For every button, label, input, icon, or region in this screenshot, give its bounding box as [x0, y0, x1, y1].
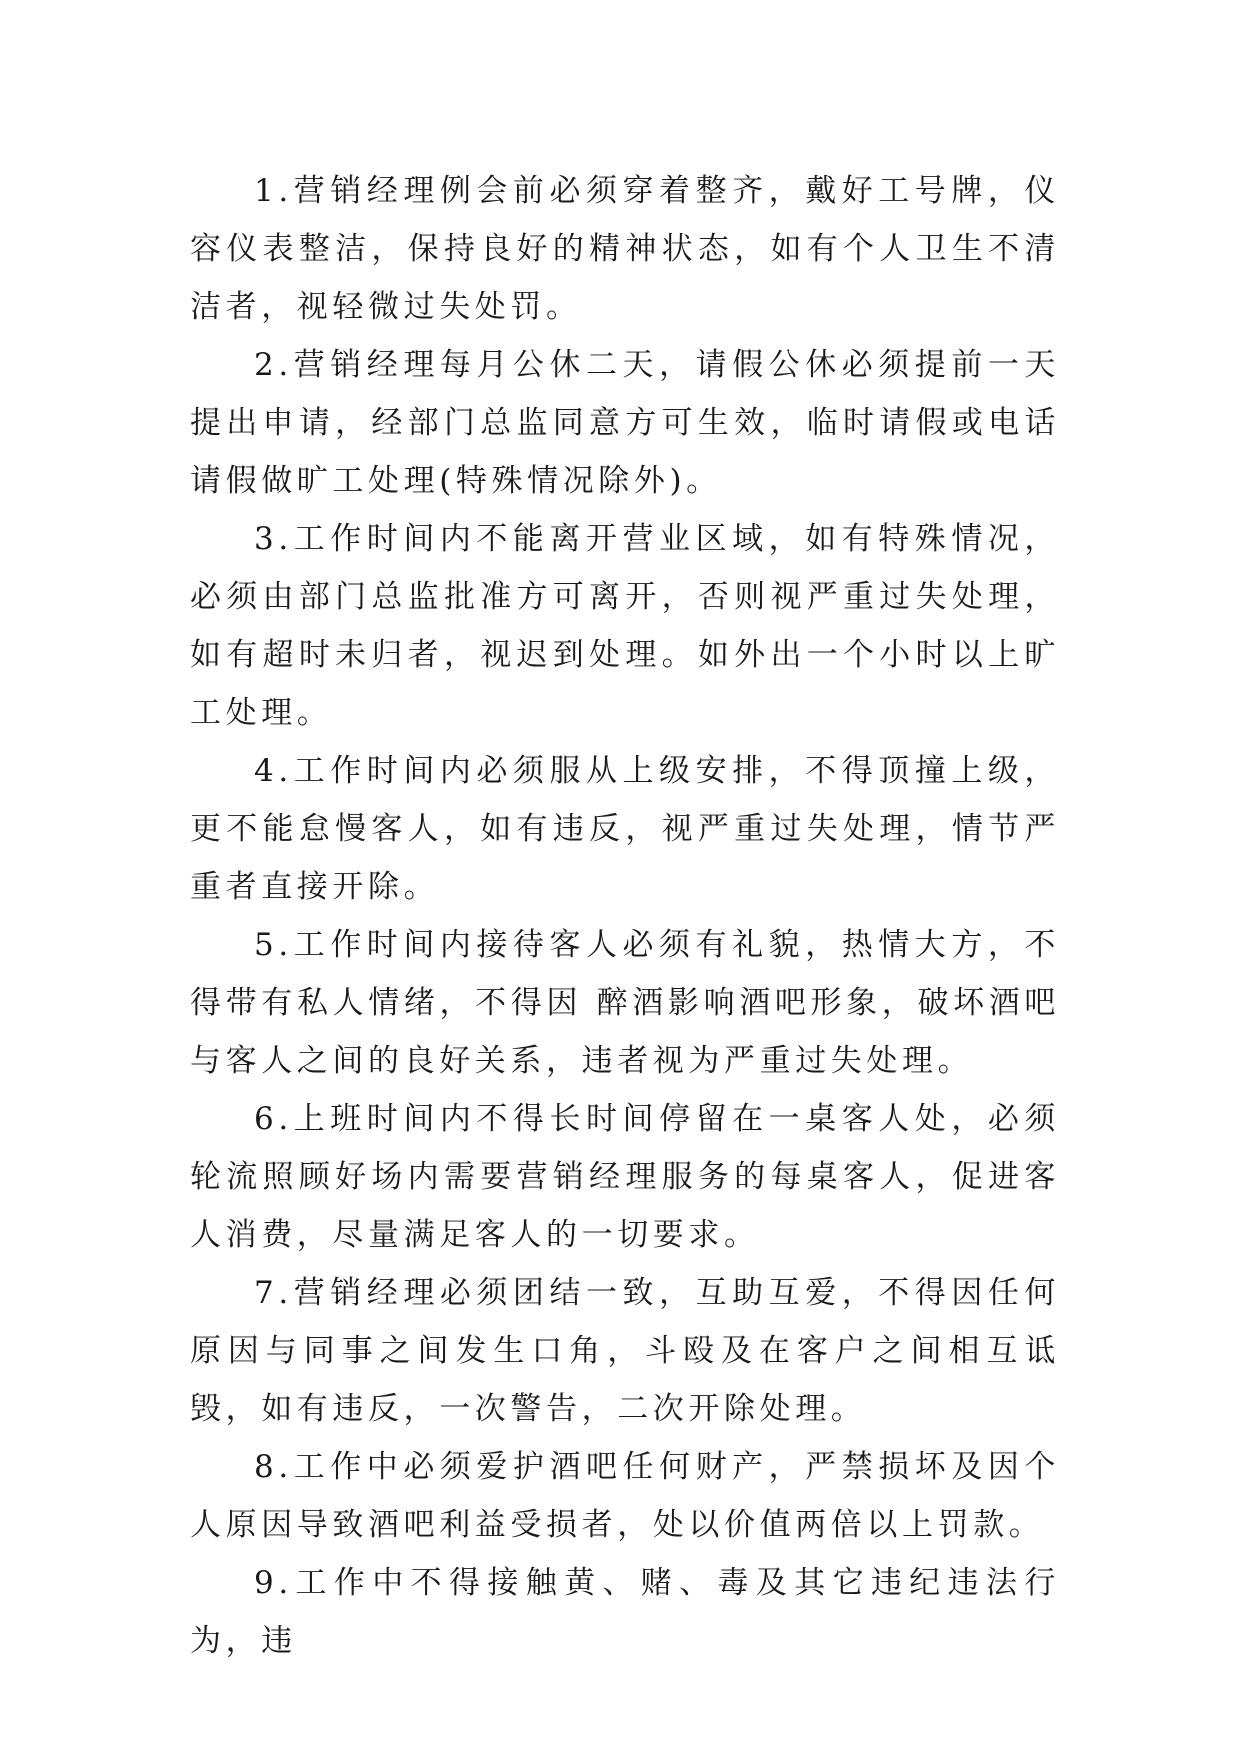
paragraph-6: 6.上班时间内不得长时间停留在一桌客人处，必须轮流照顾好场内需要营销经理服务的每桌客人，促进客人消费，尽量满足客人的一切要求。 — [190, 1101, 1060, 1253]
paragraph-7: 7.营销经理必须团结一致，互助互爱，不得因任何原因与同事之间发生口角，斗殴及在客户之间相互诋毁，如有违反，一次警告，二次开除处理。 — [190, 1275, 1060, 1427]
paragraph-2: 2.营销经理每月公休二天，请假公休必须提前一天提出申请，经部门总监同意方可生效，临时请假或电话请假做旷工处理(特殊情况除外)。 — [190, 347, 1060, 499]
document-body — [190, 162, 1060, 1670]
paragraph-4: 4.工作时间内必须服从上级安排，不得顶撞上级，更不能怠慢客人，如有违反，视严重过失处理，情节严重者直接开除。 — [190, 753, 1060, 905]
paragraph-9: 9.工作中不得接触黄、赌、毒及其它违纪违法行为，违 — [190, 1565, 1060, 1659]
paragraph-1: 1.营销经理例会前必须穿着整齐，戴好工号牌，仪容仪表整洁，保持良好的精神状态，如有个人卫生不清洁者，视轻微过失处罚。 — [190, 173, 1060, 325]
paragraph-8: 8.工作中必须爱护酒吧任何财产，严禁损坏及因个人原因导致酒吧利益受损者，处以价值两倍以上罚款。 — [190, 1449, 1060, 1543]
paragraph-3: 3.工作时间内不能离开营业区域，如有特殊情况，必须由部门总监批准方可离开，否则视严重过失处理，如有超时未归者，视迟到处理。如外出一个小时以上旷工处理。 — [190, 521, 1060, 731]
paragraph-5: 5.工作时间内接待客人必须有礼貌，热情大方，不得带有私人情绪，不得因 醉酒影响酒吧形象，破坏酒吧与客人之间的良好关系，违者视为严重过失处理。 — [190, 927, 1060, 1079]
